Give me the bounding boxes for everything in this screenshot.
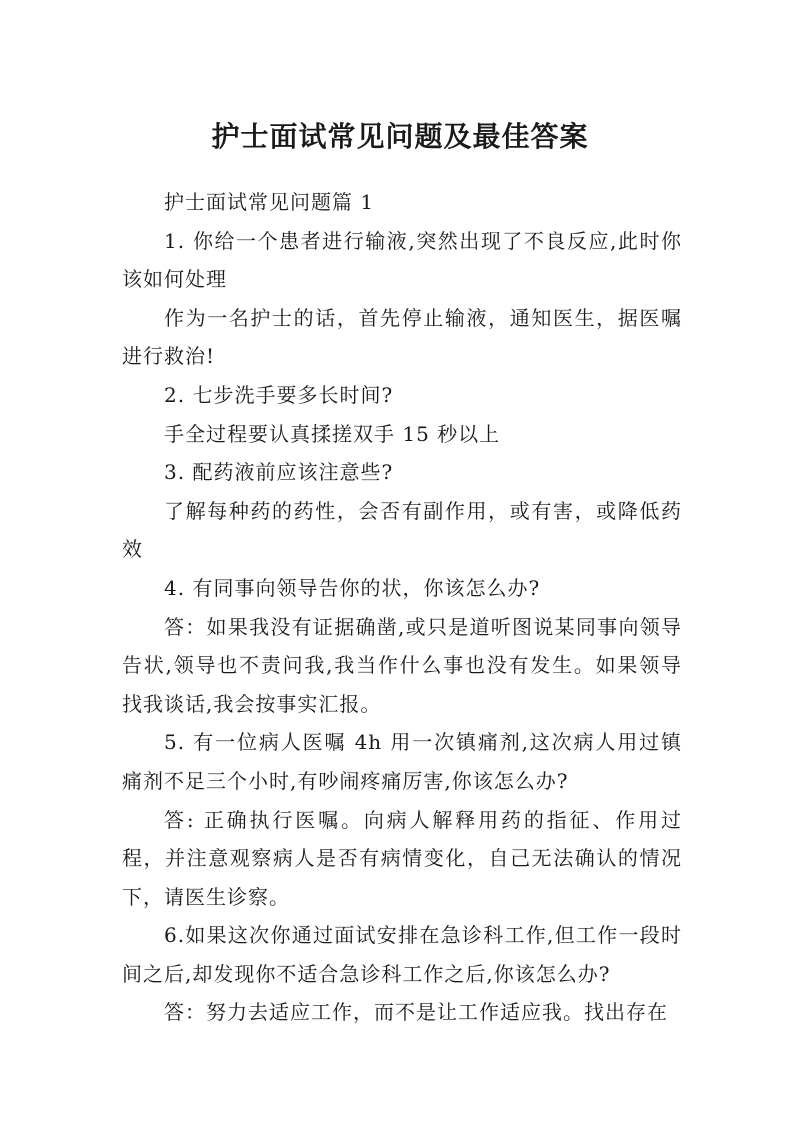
document-body xyxy=(122,183,682,1032)
question-2: 2. 七步洗手要多长时间? xyxy=(164,382,394,407)
section-heading: 护士面试常见问题篇 1 xyxy=(164,190,375,214)
document-title: 护士面试常见问题及最佳答案 xyxy=(211,119,589,153)
answer-2: 手全过程要认真揉搓双手 15 秒以上 xyxy=(164,421,501,446)
answer-1: 作为一名护士的话，首先停止输液，通知医生，据医嘱进行救治! xyxy=(122,305,682,369)
answer-5: 答: 正确执行医嘱。向病人解释用药的指征、作用过程，并注意观察病人是否有病情变化，自己无法确认的情况下，请医生诊察。 xyxy=(122,807,682,909)
question-5: 5. 有一位病人医嘱 4h 用一次镇痛剂,这次病人用过镇痛剂不足三个小时,有吵闹疼痛厉害,你该怎么办? xyxy=(122,730,682,793)
question-6: 6.如果这次你通过面试安排在急诊科工作,但工作一段时间之后,却发现你不适合急诊科工作之后,你该怎么办? xyxy=(122,923,682,986)
question-3: 3. 配药液前应该注意些? xyxy=(164,460,394,485)
answer-3: 了解每种药的药性，会否有副作用，或有害，或降低药效 xyxy=(122,498,682,562)
question-1: 1. 你给一个患者进行输液,突然出现了不良反应,此时你该如何处理 xyxy=(122,228,682,292)
answer-6: 答：努力去适应工作，而不是让工作适应我。找出存在 xyxy=(164,1000,668,1025)
answer-4: 答：如果我没有证据确凿,或只是道听图说某同事向领导告状,领导也不责问我,我当作什么事也没有发生。如果领导找我谈话,我会按事实汇报。 xyxy=(122,614,682,716)
question-4: 4. 有同事向领导告你的状，你该怎么办? xyxy=(164,575,541,600)
